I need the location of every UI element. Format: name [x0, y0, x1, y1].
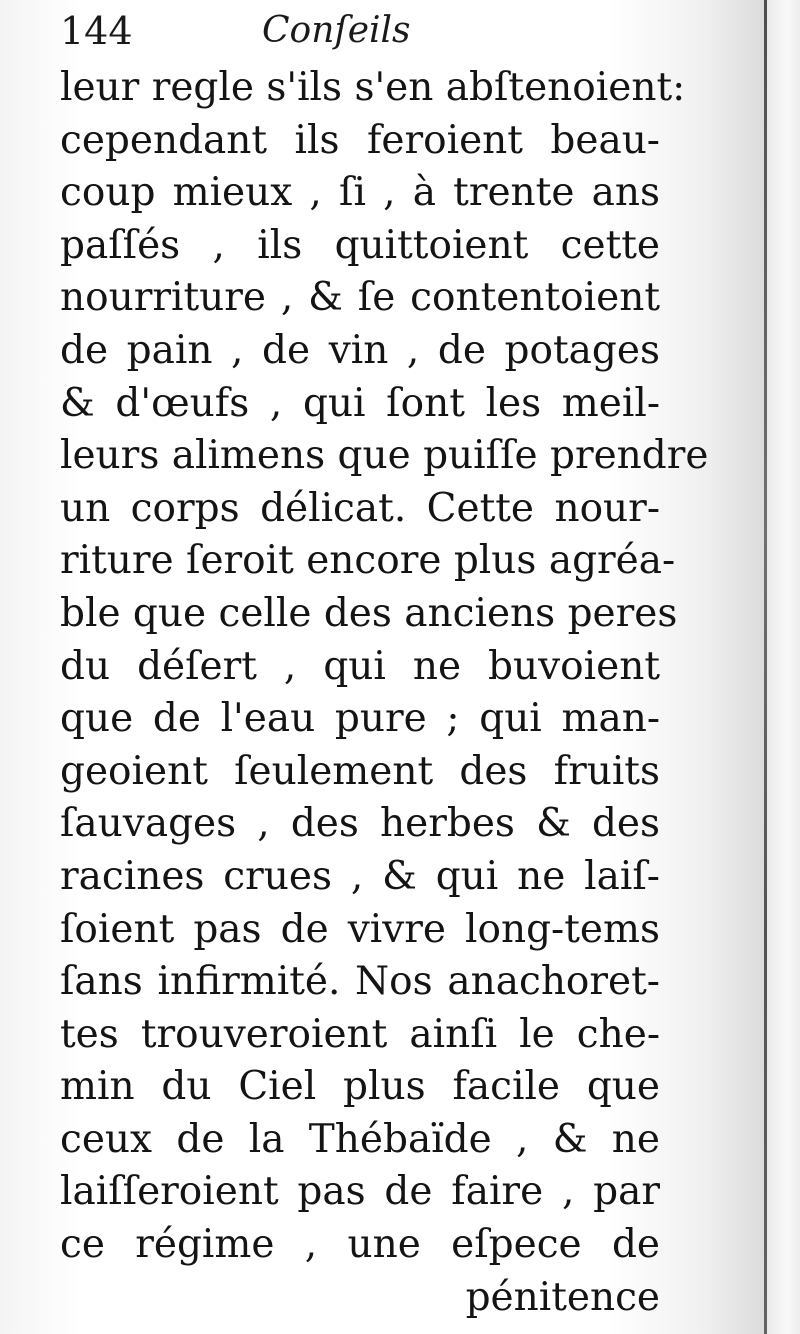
text-line: pénitence	[465, 1274, 660, 1320]
text-line: riture ſeroit encore plus agréa-	[60, 538, 676, 584]
text-line: paſſés , ils quittoient cette	[60, 222, 660, 268]
text-line: ble que celle des anciens peres	[60, 590, 678, 636]
text-line: min du Ciel plus facile que	[60, 1064, 660, 1110]
text-line: ce régime , une eſpece de	[60, 1222, 660, 1268]
text-line: racines crues , & qui ne laiſ-	[60, 853, 660, 899]
text-line: un corps délicat. Cette nour-	[60, 485, 660, 531]
text-line: tes trouveroient ainſi le che-	[60, 1011, 660, 1057]
text-line: coup mieux , ſi , à trente ans	[60, 170, 660, 216]
text-line: & d'œufs , qui ſont les meil-	[60, 380, 660, 426]
text-line: ceux de la Thébaïde , & ne	[60, 1116, 660, 1162]
text-line: ſoient pas de vivre long-tems	[60, 906, 660, 952]
text-line: ſans infirmité. Nos anachoret-	[60, 959, 660, 1005]
text-line: que de l'eau pure ; qui man-	[60, 696, 660, 742]
text-line: ſauvages , des herbes & des	[60, 801, 660, 847]
page-gutter-shadow	[764, 0, 767, 1334]
body-text	[60, 62, 709, 1324]
text-line: leurs alimens que puiſſe prendre	[60, 433, 709, 479]
text-line: du déſert , qui ne buvoient	[60, 643, 660, 689]
page-header	[60, 6, 660, 56]
text-line: leur regle s'ils s'en abſtenoient:	[60, 65, 686, 110]
text-line: laiſſeroient pas de faire , par	[60, 1169, 660, 1215]
text-line: nourriture , & ſe contentoient	[60, 275, 660, 321]
text-line: de pain , de vin , de potages	[60, 327, 660, 373]
page-edge	[767, 0, 800, 1334]
running-title: Conſeils	[262, 10, 411, 51]
text-line: geoient ſeulement des fruits	[60, 748, 660, 794]
text-line: cependant ils feroient beau-	[60, 117, 660, 163]
page-number: 144	[60, 9, 133, 53]
